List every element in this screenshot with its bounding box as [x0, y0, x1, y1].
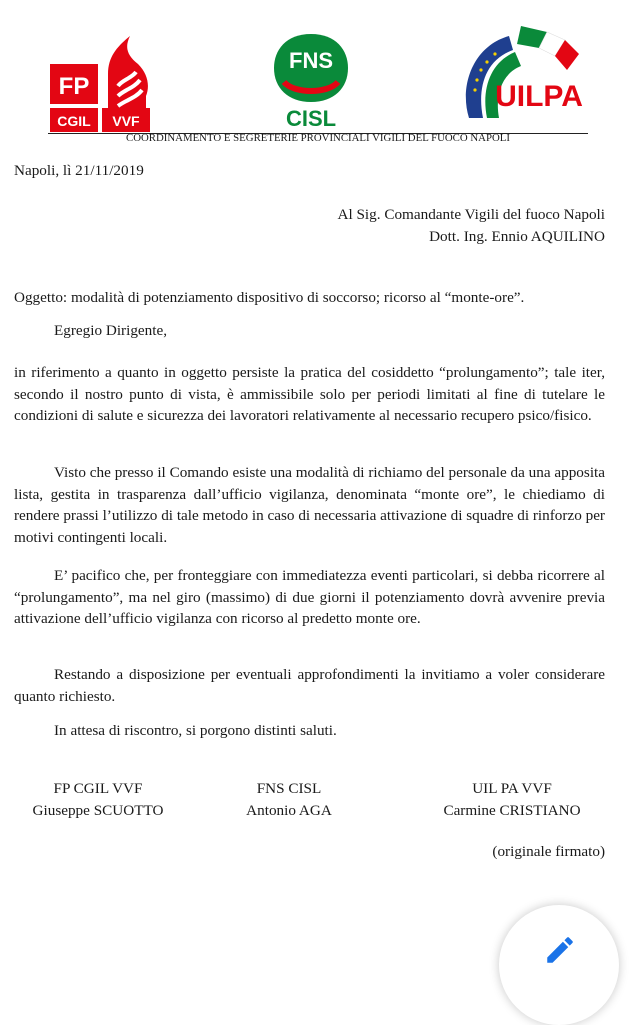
header-subtitle: COORDINAMENTO E SEGRETERIE PROVINCIALI VIGILI DEL FUOCO NAPOLI — [126, 132, 510, 144]
paragraph-1: in riferimento a quanto in oggetto persiste la pratica del cosiddetto “prolungamento”; tale iter, secondo il nostro punto di vista, è ammissibile solo per periodi limitati al fine di tutelare le condizioni di salute e sicurezza dei lavoratori relativamente al necessario recupero psico/fisico. — [14, 364, 605, 425]
paragraph-2-text: Visto che presso il Comando esiste una modalità di richiamo del personale da una apposita lista, gestita in trasparenza dall’ufficio vigilanza, denominata “monte ore”, le chiediamo di rendere prassi l’utilizzo di tale metodo in caso di necessaria attivazione di squadre di rinforzo per motivi contingenti locali. — [14, 464, 605, 546]
signature-name: Antonio AGA — [246, 801, 332, 819]
vvf-logo-text: VVF — [112, 113, 140, 129]
paragraph-2 — [14, 462, 605, 548]
pencil-edit-icon — [543, 933, 577, 967]
uilpa-logo — [455, 26, 587, 118]
cisl-logo-text: CISL — [285, 106, 337, 130]
paragraph-4 — [14, 664, 605, 707]
addressee — [337, 204, 605, 247]
paragraph-3-text: E’ pacifico che, per fronteggiare con immediatezza eventi particolari, si debba ricorrere al “prolungamento”, ma nel giro (massimo) di due giorni il potenziamento dovrà avvenire previa attivazione dell’ufficio vigilanza con ricorso al predetto monte ore. — [14, 567, 605, 628]
fns-cisl-logo — [270, 30, 352, 130]
signature-block-fp-cgil — [8, 778, 188, 821]
cgil-logo-text: CGIL — [57, 113, 91, 129]
signature-org: UIL PA VVF — [472, 780, 552, 797]
original-signed-note: (originale firmato) — [492, 843, 605, 860]
paragraph-3 — [14, 565, 605, 630]
place-date: Napoli, lì 21/11/2019 — [14, 162, 144, 179]
signature-name: Carmine CRISTIANO — [443, 801, 581, 819]
fns-logo-text: FNS — [289, 48, 333, 73]
signature-org: FNS CISL — [256, 780, 322, 797]
fp-logo-text: FP — [58, 73, 90, 100]
uilpa-logo-text: UILPA — [495, 80, 583, 113]
letter-subject: Oggetto: modalità di potenziamento dispositivo di soccorso; ricorso al “monte-ore”. — [14, 289, 525, 306]
signature-org: FP CGIL VVF — [53, 780, 143, 797]
greeting: Egregio Dirigente, — [54, 322, 168, 339]
addressee-line-1: Al Sig. Comandante Vigili del fuoco Napoli — [337, 206, 605, 223]
signature-name: Giuseppe SCUOTTO — [32, 801, 164, 819]
edit-fab-button[interactable] — [499, 905, 619, 1025]
addressee-line-2: Dott. Ing. Ennio AQUILINO — [429, 227, 605, 245]
fp-cgil-vvf-logo — [48, 34, 158, 132]
paragraph-4-text: Restando a disposizione per eventuali approfondimenti la invitiamo a voler considerare quanto richiesto. — [14, 666, 605, 705]
closing-salutation: In attesa di riscontro, si porgono distinti saluti. — [54, 722, 337, 739]
signature-block-uil-pa — [420, 778, 604, 821]
signature-block-fns-cisl — [214, 778, 364, 821]
